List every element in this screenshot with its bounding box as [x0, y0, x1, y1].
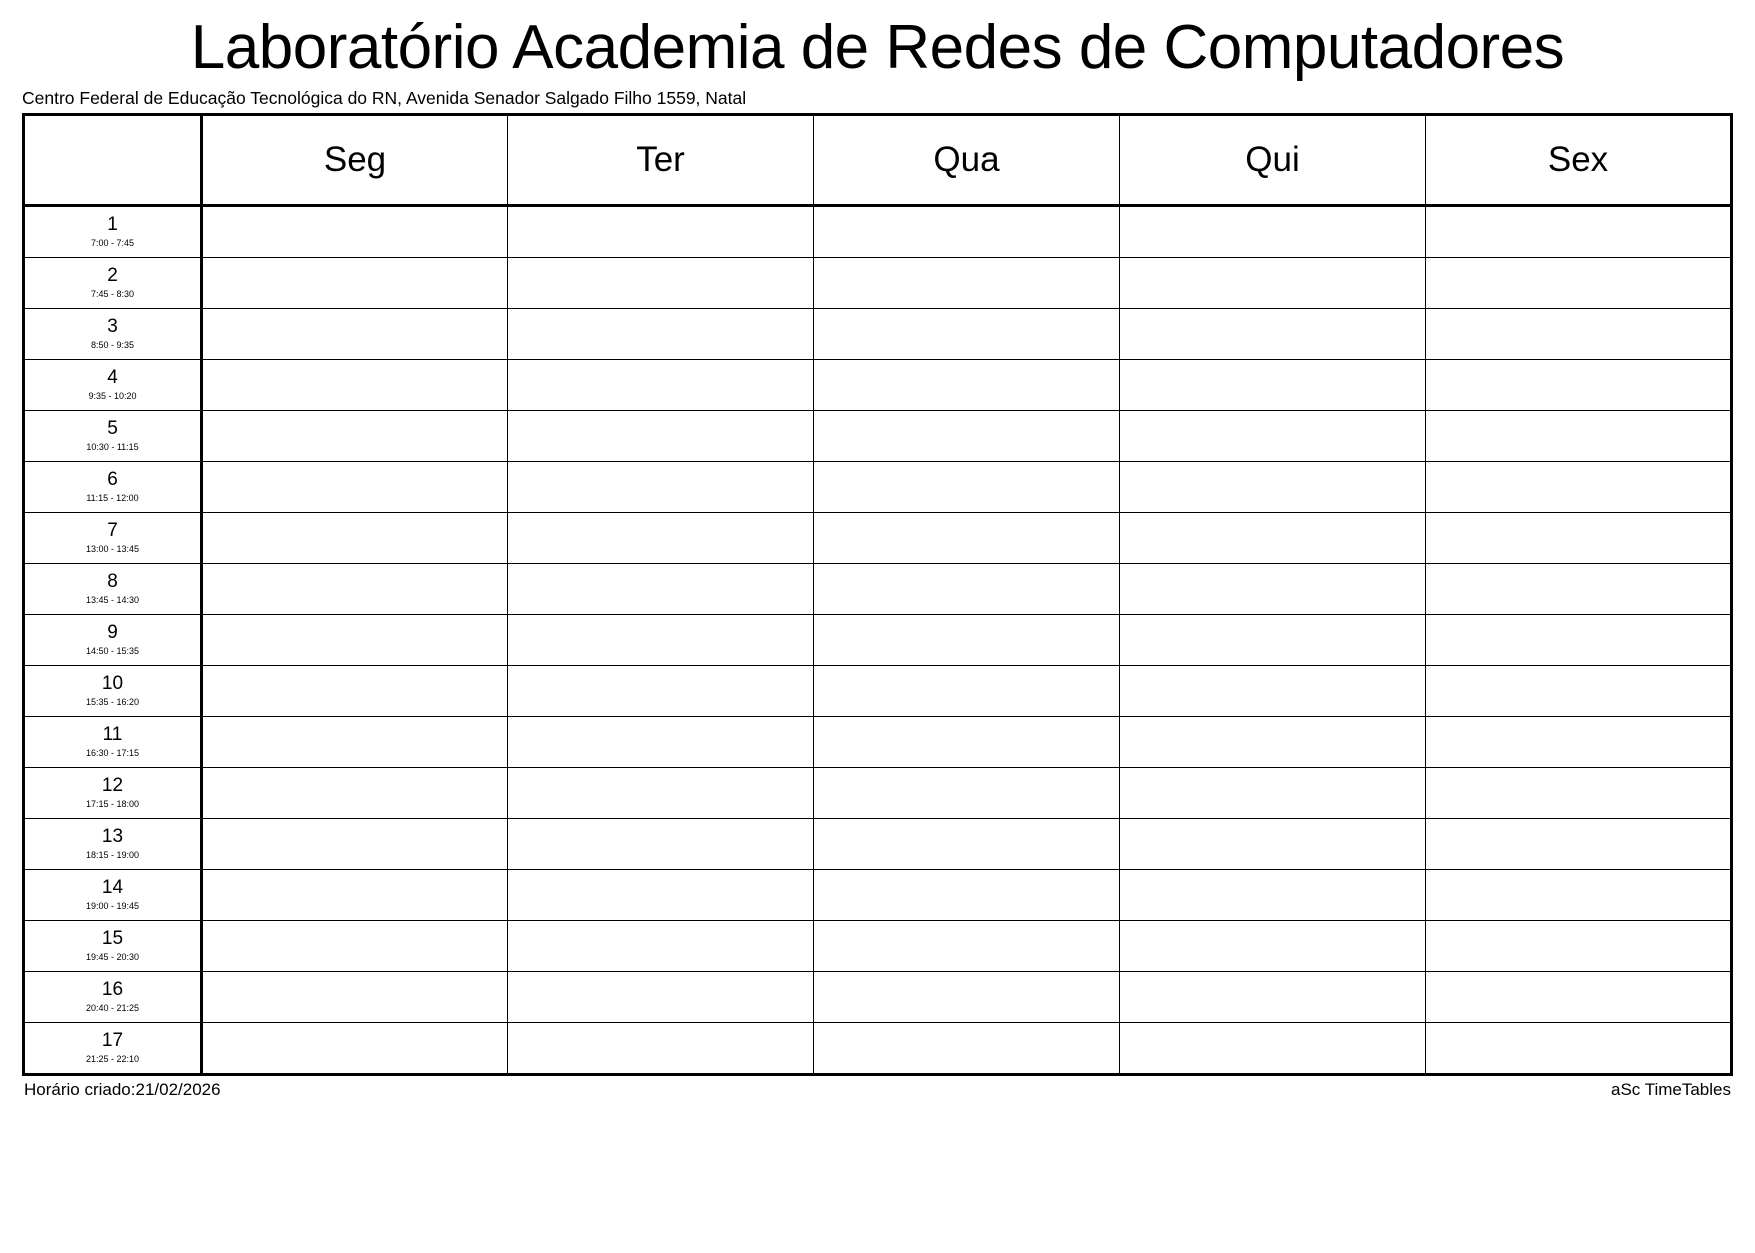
lesson-slot[interactable] — [202, 971, 508, 1022]
table-row — [24, 716, 1732, 767]
lesson-slot[interactable] — [1426, 869, 1732, 920]
period-number: 13 — [101, 825, 124, 847]
lesson-slot[interactable] — [814, 410, 1120, 461]
table-row — [24, 665, 1732, 716]
lesson-slot[interactable] — [1426, 410, 1732, 461]
period-cell — [24, 920, 202, 971]
generator-label: aSc TimeTables — [1611, 1079, 1731, 1099]
period-cell — [24, 869, 202, 920]
period-cell — [24, 205, 202, 257]
lesson-slot[interactable] — [814, 308, 1120, 359]
day-header-qui: Qui — [1120, 114, 1426, 205]
period-number: 11 — [102, 723, 123, 745]
lesson-slot[interactable] — [508, 818, 814, 869]
table-row — [24, 512, 1732, 563]
lesson-slot[interactable] — [1426, 971, 1732, 1022]
period-number: 8 — [107, 570, 118, 592]
period-number: 2 — [107, 264, 118, 286]
period-cell — [24, 359, 202, 410]
corner-header — [24, 114, 202, 205]
day-header-ter: Ter — [508, 114, 814, 205]
lesson-slot[interactable] — [508, 1022, 814, 1074]
period-cell — [24, 665, 202, 716]
period-cell — [24, 818, 202, 869]
period-cell — [24, 308, 202, 359]
period-cell — [24, 614, 202, 665]
table-row — [24, 461, 1732, 512]
period-number: 1 — [107, 213, 118, 235]
lesson-slot[interactable] — [202, 818, 508, 869]
period-number: 6 — [107, 468, 118, 490]
lesson-slot[interactable] — [1426, 665, 1732, 716]
lesson-slot[interactable] — [508, 665, 814, 716]
period-number: 5 — [107, 417, 118, 439]
table-row — [24, 410, 1732, 461]
lesson-slot[interactable] — [1426, 920, 1732, 971]
page-footer — [22, 1080, 1733, 1100]
day-header-seg: Seg — [202, 114, 508, 205]
lesson-slot[interactable] — [508, 410, 814, 461]
lesson-slot[interactable] — [814, 461, 1120, 512]
lesson-slot[interactable] — [1426, 1022, 1732, 1074]
lesson-slot[interactable] — [1426, 205, 1732, 257]
lesson-slot[interactable] — [508, 716, 814, 767]
period-cell — [24, 716, 202, 767]
table-row — [24, 971, 1732, 1022]
lesson-slot[interactable] — [1426, 767, 1732, 818]
header-row — [24, 114, 1732, 205]
timetable-body — [24, 205, 1732, 1074]
table-row — [24, 563, 1732, 614]
lesson-slot[interactable] — [1120, 1022, 1426, 1074]
table-row — [24, 767, 1732, 818]
period-time: 20:40 - 21:25 — [85, 1002, 140, 1013]
lesson-slot[interactable] — [814, 563, 1120, 614]
lesson-slot[interactable] — [202, 563, 508, 614]
table-row — [24, 818, 1732, 869]
table-row — [24, 1022, 1732, 1074]
period-time: 8:50 - 9:35 — [90, 339, 135, 350]
lesson-slot[interactable] — [508, 614, 814, 665]
lesson-slot[interactable] — [202, 869, 508, 920]
period-time: 18:15 - 19:00 — [85, 849, 140, 860]
lesson-slot[interactable] — [1426, 308, 1732, 359]
lesson-slot[interactable] — [508, 920, 814, 971]
period-time: 17:15 - 18:00 — [85, 798, 140, 809]
period-time: 14:50 - 15:35 — [85, 645, 140, 656]
lesson-slot[interactable] — [1120, 869, 1426, 920]
lesson-slot[interactable] — [1426, 563, 1732, 614]
period-cell — [24, 257, 202, 308]
page-title: Laboratório Academia de Redes de Computadores — [190, 13, 1565, 82]
period-cell — [24, 767, 202, 818]
lesson-slot[interactable] — [202, 665, 508, 716]
period-cell — [24, 1022, 202, 1074]
lesson-slot[interactable] — [1120, 920, 1426, 971]
period-number: 14 — [101, 876, 124, 898]
lesson-slot[interactable] — [508, 205, 814, 257]
timetable-header — [24, 114, 1732, 205]
lesson-slot[interactable] — [1120, 308, 1426, 359]
lesson-slot[interactable] — [202, 614, 508, 665]
period-time: 21:25 - 22:10 — [85, 1053, 140, 1064]
lesson-slot[interactable] — [508, 308, 814, 359]
lesson-slot[interactable] — [202, 257, 508, 308]
lesson-slot[interactable] — [202, 716, 508, 767]
period-time: 13:45 - 14:30 — [85, 594, 140, 605]
lesson-slot[interactable] — [814, 257, 1120, 308]
lesson-slot[interactable] — [814, 920, 1120, 971]
period-number: 3 — [107, 315, 118, 337]
lesson-slot[interactable] — [1120, 410, 1426, 461]
lesson-slot[interactable] — [1426, 716, 1732, 767]
period-time: 13:00 - 13:45 — [85, 543, 140, 554]
timetable-page — [0, 12, 1755, 1253]
period-time: 19:00 - 19:45 — [85, 900, 140, 911]
period-number: 16 — [101, 978, 124, 1000]
lesson-slot[interactable] — [814, 869, 1120, 920]
lesson-slot[interactable] — [1120, 205, 1426, 257]
lesson-slot[interactable] — [1120, 359, 1426, 410]
lesson-slot[interactable] — [508, 563, 814, 614]
period-time: 10:30 - 11:15 — [86, 441, 139, 452]
table-row — [24, 869, 1732, 920]
lesson-slot[interactable] — [814, 1022, 1120, 1074]
page-subtitle: Centro Federal de Educação Tecnológica do RN, Avenida Senador Salgado Filho 1559, Natal — [22, 88, 747, 109]
period-number: 12 — [101, 774, 124, 796]
table-row — [24, 308, 1732, 359]
period-number: 15 — [101, 927, 124, 949]
lesson-slot[interactable] — [202, 461, 508, 512]
period-time: 15:35 - 16:20 — [85, 696, 140, 707]
lesson-slot[interactable] — [1120, 512, 1426, 563]
lesson-slot[interactable] — [1120, 461, 1426, 512]
period-number: 9 — [107, 621, 118, 643]
lesson-slot[interactable] — [1120, 614, 1426, 665]
period-cell — [24, 563, 202, 614]
lesson-slot[interactable] — [1426, 461, 1732, 512]
lesson-slot[interactable] — [508, 869, 814, 920]
lesson-slot[interactable] — [1426, 257, 1732, 308]
lesson-slot[interactable] — [1120, 257, 1426, 308]
lesson-slot[interactable] — [202, 1022, 508, 1074]
day-header-sex: Sex — [1426, 114, 1732, 205]
table-row — [24, 257, 1732, 308]
lesson-slot[interactable] — [814, 512, 1120, 563]
lesson-slot[interactable] — [1426, 614, 1732, 665]
lesson-slot[interactable] — [1426, 818, 1732, 869]
lesson-slot[interactable] — [814, 767, 1120, 818]
lesson-slot[interactable] — [1426, 512, 1732, 563]
lesson-slot[interactable] — [508, 257, 814, 308]
lesson-slot[interactable] — [1120, 767, 1426, 818]
lesson-slot[interactable] — [1120, 971, 1426, 1022]
period-time: 9:35 - 10:20 — [88, 390, 137, 401]
lesson-slot[interactable] — [1120, 665, 1426, 716]
lesson-slot[interactable] — [202, 410, 508, 461]
period-number: 4 — [107, 366, 118, 388]
table-row — [24, 359, 1732, 410]
lesson-slot[interactable] — [1120, 563, 1426, 614]
period-number: 7 — [107, 519, 118, 541]
lesson-slot[interactable] — [508, 461, 814, 512]
table-row — [24, 920, 1732, 971]
period-time: 16:30 - 17:15 — [85, 747, 140, 758]
lesson-slot[interactable] — [202, 767, 508, 818]
period-cell — [24, 971, 202, 1022]
lesson-slot[interactable] — [508, 512, 814, 563]
lesson-slot[interactable] — [814, 359, 1120, 410]
period-time: 11:15 - 12:00 — [86, 492, 139, 503]
period-time: 7:00 - 7:45 — [90, 237, 135, 248]
lesson-slot[interactable] — [814, 818, 1120, 869]
period-cell — [24, 461, 202, 512]
lesson-slot[interactable] — [202, 920, 508, 971]
period-number: 17 — [101, 1029, 124, 1051]
period-cell — [24, 512, 202, 563]
day-header-qua: Qua — [814, 114, 1120, 205]
period-time: 7:45 - 8:30 — [90, 288, 135, 299]
lesson-slot[interactable] — [814, 205, 1120, 257]
created-date: Horário criado:21/02/2026 — [24, 1079, 221, 1099]
lesson-slot[interactable] — [202, 205, 508, 257]
timetable — [22, 113, 1733, 1076]
lesson-slot[interactable] — [1120, 716, 1426, 767]
lesson-slot[interactable] — [202, 512, 508, 563]
period-number: 10 — [101, 672, 124, 694]
period-time: 19:45 - 20:30 — [85, 951, 140, 962]
lesson-slot[interactable] — [1120, 818, 1426, 869]
lesson-slot[interactable] — [508, 971, 814, 1022]
lesson-slot[interactable] — [814, 971, 1120, 1022]
lesson-slot[interactable] — [814, 614, 1120, 665]
table-row — [24, 614, 1732, 665]
lesson-slot[interactable] — [202, 308, 508, 359]
lesson-slot[interactable] — [814, 665, 1120, 716]
lesson-slot[interactable] — [508, 359, 814, 410]
lesson-slot[interactable] — [814, 716, 1120, 767]
lesson-slot[interactable] — [1426, 359, 1732, 410]
table-row — [24, 205, 1732, 257]
period-cell — [24, 410, 202, 461]
lesson-slot[interactable] — [202, 359, 508, 410]
lesson-slot[interactable] — [508, 767, 814, 818]
